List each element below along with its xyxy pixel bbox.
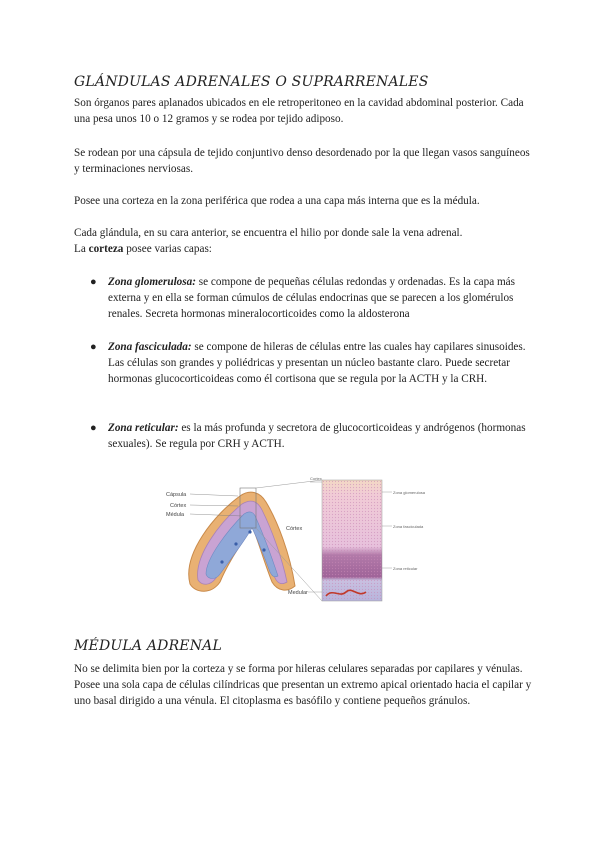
paragraph-intro: Son órganos pares aplanados ubicados en ele retroperitoneo en la cavidad abdominal posterior. Cada una pesa unos 10 o 12 gramos y se rodea por tejido adiposo.	[74, 97, 524, 125]
label-cortex: Córtex	[170, 503, 187, 509]
bullet-dot: ●	[90, 341, 97, 353]
capas-pre: La	[74, 243, 89, 255]
term-fasciculada: Zona fasciculada:	[108, 341, 192, 353]
label-medula: Médula	[166, 512, 185, 518]
bullet-dot: ●	[90, 422, 97, 434]
text-reticular: es la más profunda y secretora de glucocorticoideas y andrógenos (hormonas sexuales). Se regula por CRH y ACTH.	[108, 422, 526, 450]
section-title-glandulas: GLÁNDULAS ADRENALES O SUPRARRENALES	[74, 74, 429, 90]
term-reticular: Zona reticular:	[108, 422, 179, 434]
label-zona-reticular: Zona reticular	[393, 566, 418, 571]
label-medular: Medular	[288, 590, 308, 596]
section-title-medula: MÉDULA ADRENAL	[74, 638, 222, 654]
bullet-dot: ●	[90, 276, 97, 288]
label-zona-fasciculada: Zona fasciculada	[393, 524, 424, 529]
paragraph-corteza: Posee una corteza en la zona periférica que rodea a una capa más interna que es la médula.	[74, 195, 480, 207]
adrenal-illustration	[160, 474, 445, 604]
term-glomerulosa: Zona glomerulosa:	[108, 276, 196, 288]
label-cortex-top: Cortex	[310, 476, 322, 481]
paragraph-capsula: Se rodean por una cápsula de tejido conjuntivo denso desordenado por la que llegan vasos sanguíneos y terminaciones nerviosas.	[74, 147, 530, 175]
label-cortex-right: Córtex	[286, 526, 303, 532]
label-zona-glomerulosa: Zona glomerulosa	[393, 490, 426, 495]
text-glomerulosa: se compone de pequeñas células redondas y ordenadas. Es la capa más externa y en ella se forman cúmulos de células endocrinas que se parecen a los glomérulos renales. Secreta hormonas mineralocorticoides como la aldosterona	[108, 276, 516, 320]
capas-post: posee varias capas:	[123, 243, 212, 255]
paragraph-capas	[74, 241, 534, 257]
paragraph-medula: No se delimita bien por la corteza y se forma por hileras celulares separadas por capilares y vénulas. Posee una sola capa de células cilíndricas que presentan un extremo apical orientado hacia el capilar y uno basal dirigido a una vénula. El citoplasma es basófilo y contiene pequeños gránulos.	[74, 663, 532, 707]
label-capsula: Cápsula	[166, 492, 187, 498]
adrenal-gland-figure	[160, 474, 445, 604]
capas-bold: corteza	[88, 243, 124, 255]
paragraph-hilio: Cada glándula, en su cara anterior, se encuentra el hilio por donde sale la vena adrenal.	[74, 227, 463, 239]
text-fasciculada: se compone de hileras de células entre las cuales hay capilares sinusoides. Las células son grandes y poliédricas y presentan un núcleo bastante claro. Puede secretar hormonas glucocorticoideas como él cortisona que se regula por la ACTH y la CRH.	[108, 341, 526, 385]
